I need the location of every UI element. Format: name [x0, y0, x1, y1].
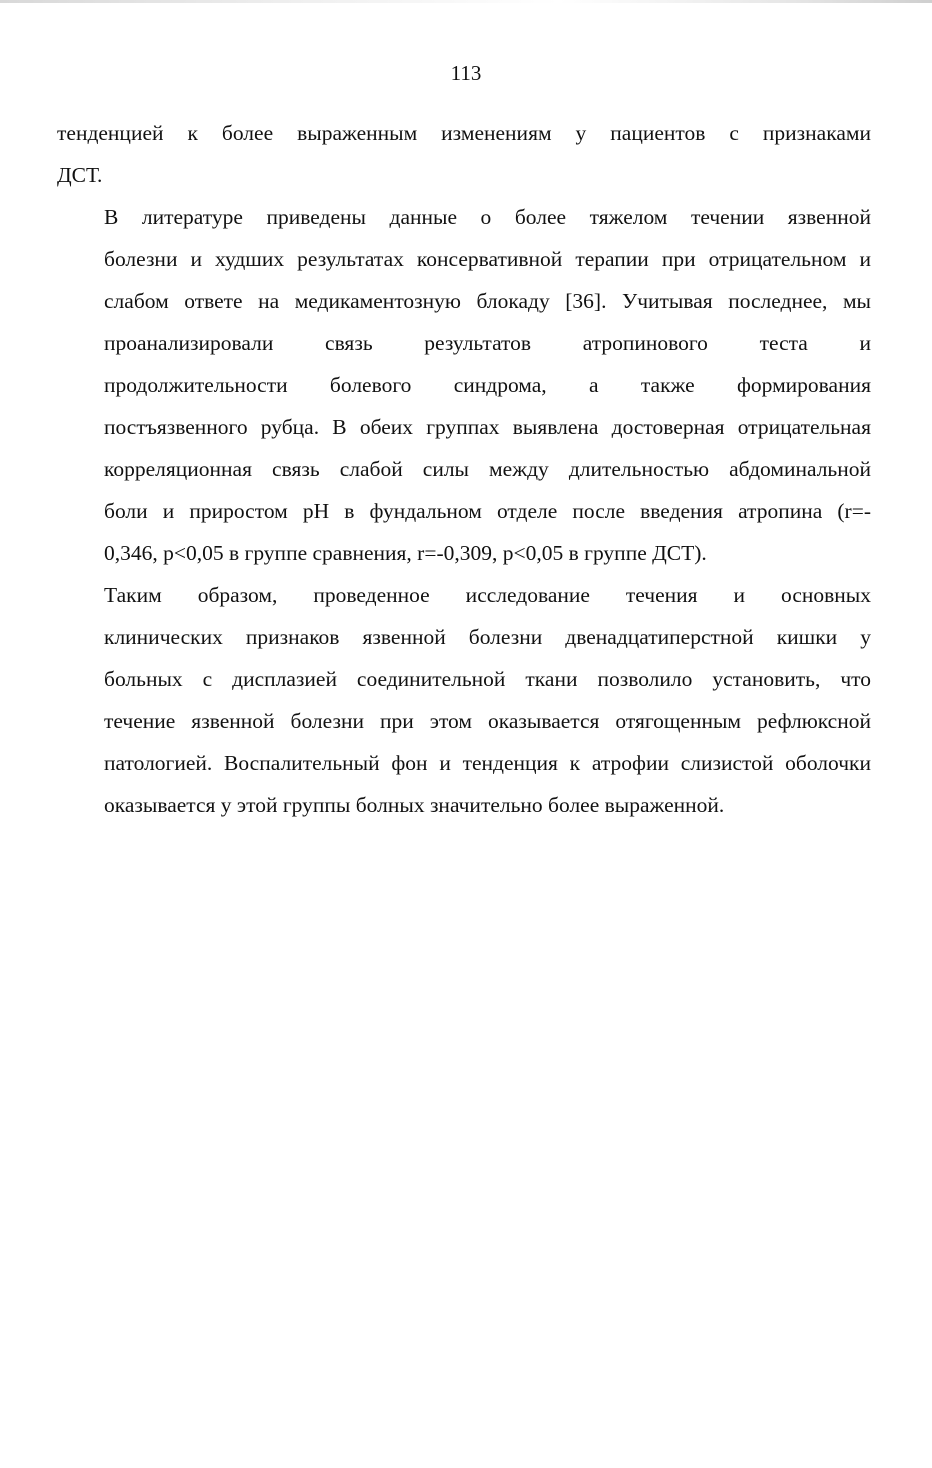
- text-line: боли и приростом pH в фундальном отделе после введения атропина (r=-: [104, 499, 871, 523]
- text-line: слабом ответе на медикаментозную блокаду [36]. Учитывая последнее, мы: [104, 289, 871, 313]
- text-line: корреляционная связь слабой силы между длительностью абдоминальной: [104, 457, 871, 481]
- paragraph-literature: [57, 196, 871, 574]
- text-line: Таким образом, проведенное исследование течения и основных: [104, 583, 871, 607]
- text-line: 0,346, p<0,05 в группе сравнения, r=-0,309, p<0,05 в группе ДСТ).: [104, 541, 707, 565]
- paragraph-continuation: [57, 112, 871, 196]
- scan-top-edge: [0, 0, 932, 3]
- page-number: 113: [450, 61, 482, 85]
- text-line: ДСТ.: [57, 163, 103, 187]
- text-line: клинических признаков язвенной болезни двенадцатиперстной кишки у: [104, 625, 871, 649]
- text-line: проанализировали связь результатов атропинового теста и: [104, 331, 871, 355]
- text-line: тенденцией к более выраженным изменениям у пациентов с признаками: [57, 121, 871, 145]
- text-line: больных с дисплазией соединительной ткани позволило установить, что: [104, 667, 871, 691]
- text-line: течение язвенной болезни при этом оказывается отягощенным рефлюксной: [104, 709, 871, 733]
- text-line: В литературе приведены данные о более тяжелом течении язвенной: [104, 205, 871, 229]
- text-line: патологией. Воспалительный фон и тенденция к атрофии слизистой оболочки: [104, 751, 871, 775]
- paragraph-conclusion: [57, 574, 871, 826]
- text-line: продолжительности болевого синдрома, а также формирования: [104, 373, 871, 397]
- text-line: оказывается у этой группы болных значительно более выраженной.: [104, 793, 725, 817]
- text-line: постъязвенного рубца. В обеих группах выявлена достоверная отрицательная: [104, 415, 871, 439]
- text-line: болезни и худших результатах консервативной терапии при отрицательном и: [104, 247, 871, 271]
- document-body: [57, 112, 871, 826]
